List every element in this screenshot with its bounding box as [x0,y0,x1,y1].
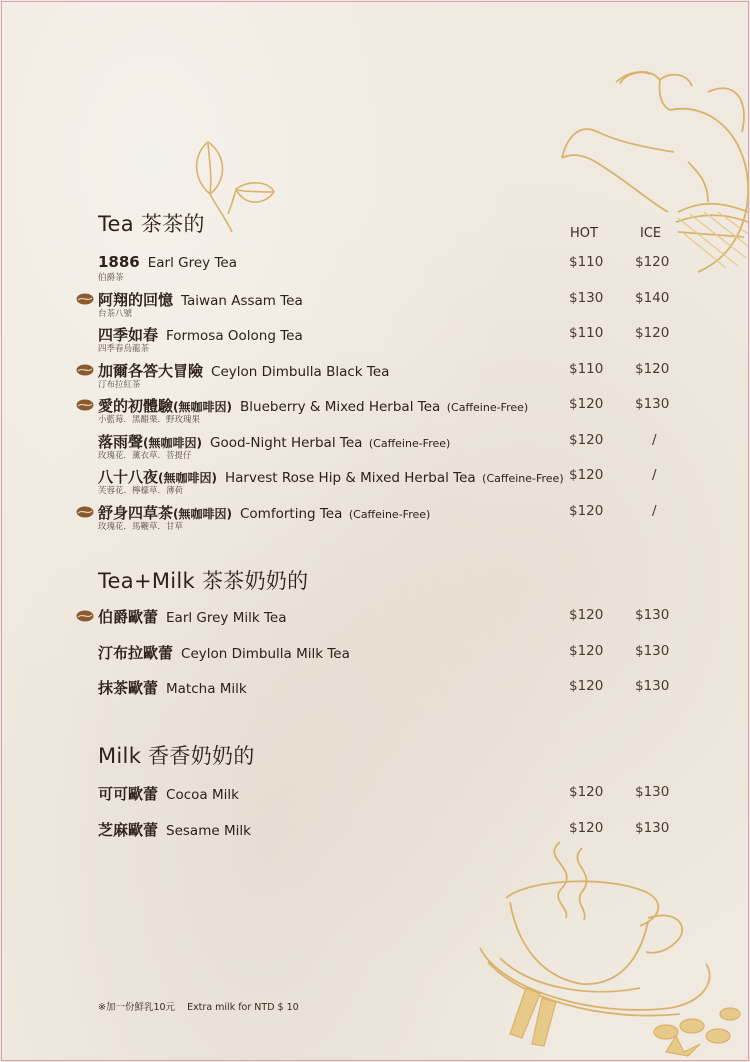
item-name-zh: 落雨聲 [98,432,144,451]
footer-note-zh: ※加一份鮮乳10元 [98,1002,176,1013]
price-hot: $120 [569,502,604,519]
item-name-en: Formosa Oolong Tea [166,328,303,344]
item-name-en-note: (Caffeine-Free) [482,472,564,485]
item-ingredients: 玫瑰花．馬鞭草．甘草 [98,521,184,532]
price-hot: $120 [569,678,604,694]
item-name-zh: 八十八夜 [98,468,159,486]
item-name-en-note: (Caffeine-Free) [368,436,451,450]
price-ice: $120 [635,254,670,270]
item-name-en: Comforting Tea [240,505,343,522]
price-hot: $120 [569,607,604,623]
item-ingredients: 小藍莓．黑醋栗．野玫瑰果 [98,415,201,425]
price-ice: $130 [635,784,670,800]
teapot-icon [558,62,750,277]
item-name-zh-note: (無咖啡因) [158,471,217,485]
item-name-zh: 可可歐蕾 [98,785,159,803]
menu-item-row [2,783,748,817]
price-hot: $120 [569,431,604,448]
item-name-en: Cocoa Milk [166,787,239,803]
item-ingredients: 伯爵茶 [98,273,124,283]
menu-item-row [2,642,748,676]
item-ingredients: 四季春烏龍茶 [98,344,150,354]
menu-item-row [2,677,748,711]
section-title-milk: Milk 香香奶奶的 [98,744,255,768]
item-name [98,360,389,381]
price-ice: $130 [635,607,670,623]
price-hot: $110 [569,325,604,341]
item-name-en: Blueberry & Mixed Herbal Tea [240,399,441,415]
item-name-en: Sesame Milk [166,822,251,839]
item-name-zh: 1886 [98,253,140,271]
price-ice: $120 [635,360,670,377]
coffee-bean-icon [76,399,94,411]
column-head-hot: HOT [570,226,598,241]
menu-page [1,1,749,1061]
price-ice: / [652,431,657,448]
item-name-en: Ceylon Dimbulla Black Tea [211,363,390,380]
section-title-tea: Tea 茶茶的 [98,212,205,236]
menu-item-row [2,606,748,640]
item-name-zh: 伯爵歐蕾 [98,608,159,626]
menu-item-row [2,819,748,853]
coffee-bean-icon [76,293,94,305]
price-hot: $120 [569,396,604,412]
item-name [98,642,350,663]
item-name-zh-note: (無咖啡因) [173,506,232,521]
price-hot: $120 [569,467,604,483]
price-ice: / [652,502,657,519]
teacup-icon [470,838,748,1060]
item-name [98,819,251,840]
price-ice: $130 [635,642,670,659]
item-name-zh: 抹茶歐蕾 [98,679,159,697]
item-name-en: Matcha Milk [166,681,247,697]
item-name-zh: 愛的初體驗 [98,397,174,415]
item-name-en: Earl Grey Milk Tea [166,610,287,626]
item-name [98,253,237,271]
item-name-zh: 芝麻歐蕾 [98,820,159,839]
item-name [98,677,247,698]
item-ingredients: 玫瑰花．薰衣草．菩提仔 [98,450,192,461]
menu-item-row [2,502,748,536]
price-ice: $140 [635,289,670,306]
item-name-en-note: (Caffeine-Free) [348,507,431,521]
item-name-zh: 四季如春 [98,326,159,344]
menu-item-row [2,253,748,287]
price-hot: $110 [569,254,604,270]
item-name-zh: 加爾各答大冒險 [98,361,204,380]
item-name [98,606,287,627]
price-ice: $130 [635,396,670,412]
item-name-zh: 汀布拉歐蕾 [98,643,174,662]
price-ice: / [652,467,657,483]
item-name-zh: 阿翔的回憶 [98,290,174,309]
item-ingredients: 芙蓉花．檸檬草．薄荷 [98,486,184,496]
menu-item-row [2,289,748,323]
price-hot: $120 [569,784,604,800]
item-name [98,783,239,804]
price-ice: $130 [635,819,670,836]
coffee-bean-icon [76,506,94,518]
section-title-tea-milk: Tea+Milk 茶茶奶奶的 [98,569,309,593]
item-name-en-note: (Caffeine-Free) [446,401,529,414]
menu-item-row [2,395,748,429]
footer-note-en: Extra milk for NTD $ 10 [187,1002,299,1013]
price-hot: $130 [569,289,604,306]
column-head-ice: ICE [640,226,662,241]
footer-note [98,999,299,1013]
menu-item-row [2,324,748,358]
item-name-en: Taiwan Assam Tea [181,292,303,309]
price-ice: $130 [635,678,670,694]
item-name-zh: 舒身四草茶 [98,503,174,522]
item-ingredients: 汀布拉紅茶 [98,379,141,390]
item-name-en: Ceylon Dimbulla Milk Tea [181,645,350,662]
item-name-zh-note: (無咖啡因) [143,435,202,450]
price-hot: $120 [569,642,604,659]
item-ingredients: 台茶八號 [98,308,133,319]
price-hot: $120 [569,819,604,836]
price-hot: $110 [569,360,604,377]
menu-item-row [2,360,748,394]
price-ice: $120 [635,325,670,341]
coffee-bean-icon [76,610,94,622]
coffee-bean-icon [76,364,94,376]
item-name-en: Good-Night Herbal Tea [210,434,363,451]
menu-item-row [2,431,748,465]
item-name-en: Harvest Rose Hip & Mixed Herbal Tea [225,470,476,486]
item-name-en: Earl Grey Tea [147,255,237,271]
item-name-zh-note: (無咖啡因) [173,400,232,414]
menu-item-row [2,466,748,500]
